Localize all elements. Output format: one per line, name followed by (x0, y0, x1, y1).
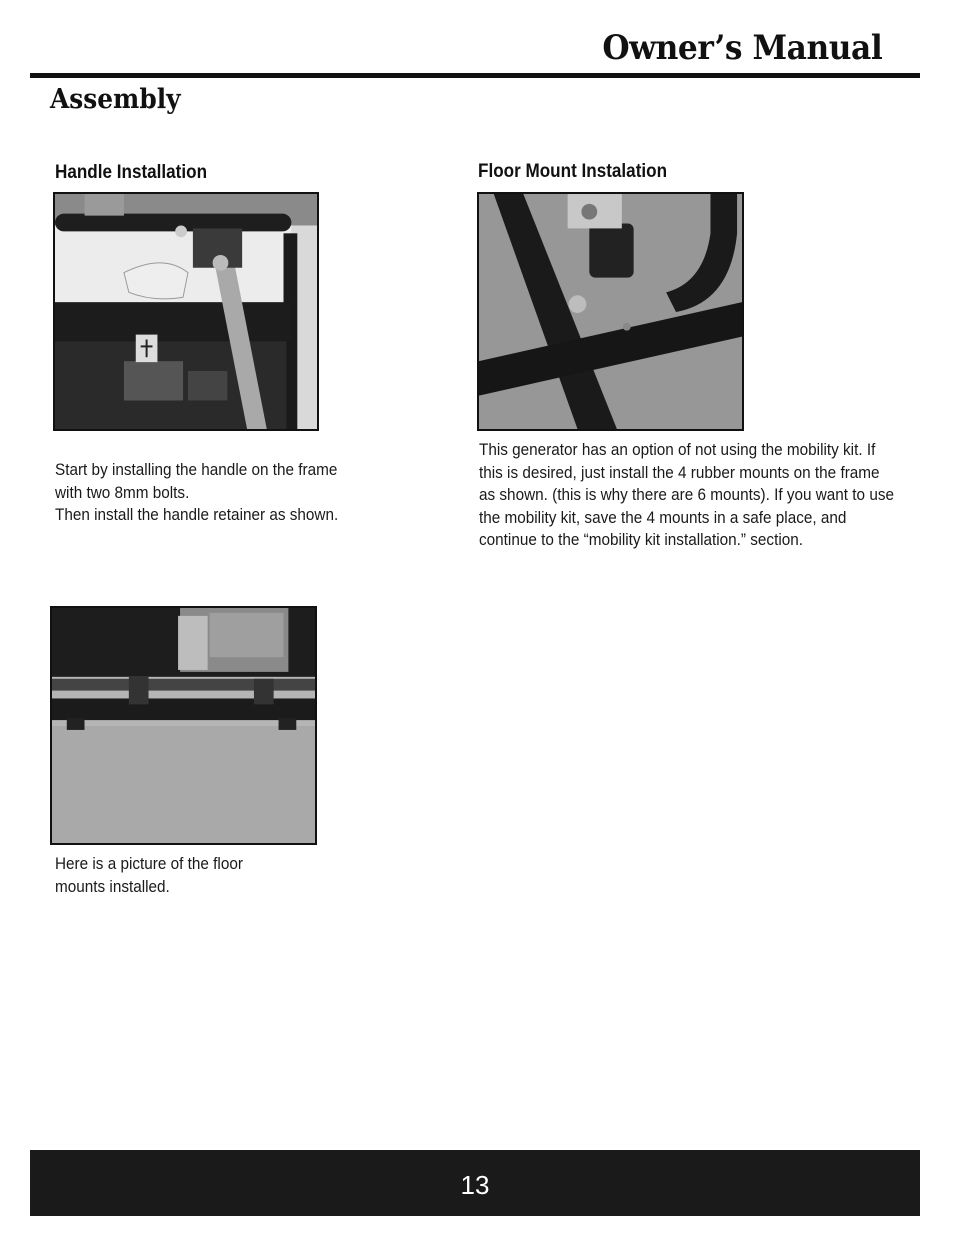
handle-installation-heading: Handle Installation (55, 162, 208, 183)
manual-title: Owner’s Manual (602, 28, 882, 68)
floor-mount-text (479, 439, 898, 552)
floor-mounts-installed-photo (50, 606, 317, 845)
floor-mount-photo (477, 192, 744, 431)
handle-installation-paragraph: Then install the handle retainer as shown. (55, 505, 339, 524)
page-number: 13 (460, 1170, 490, 1200)
handle-installation-photo (53, 192, 319, 431)
header-rule (30, 73, 920, 78)
handle-installation-paragraph: Start by installing the handle on the frame with two 8mm bolts. (55, 460, 338, 502)
footer-bar (30, 1150, 920, 1216)
caption-paragraph: Here is a picture of the floor mounts installed. (55, 854, 243, 896)
handle-installation-text (55, 459, 339, 527)
floor-mount-paragraph: This generator has an option of not using the mobility kit. If this is desired, just install the 4 rubber mounts on the frame as shown. (this is why there are 6 mounts). If you want to use the mobility kit, save the 4 mounts in a safe place, and continue to the “mobility kit installation.” section. (479, 440, 894, 549)
section-title: Assembly (50, 84, 181, 115)
floor-mount-heading: Floor Mount Instalation (478, 161, 668, 182)
floor-mounts-installed-caption (55, 853, 289, 898)
